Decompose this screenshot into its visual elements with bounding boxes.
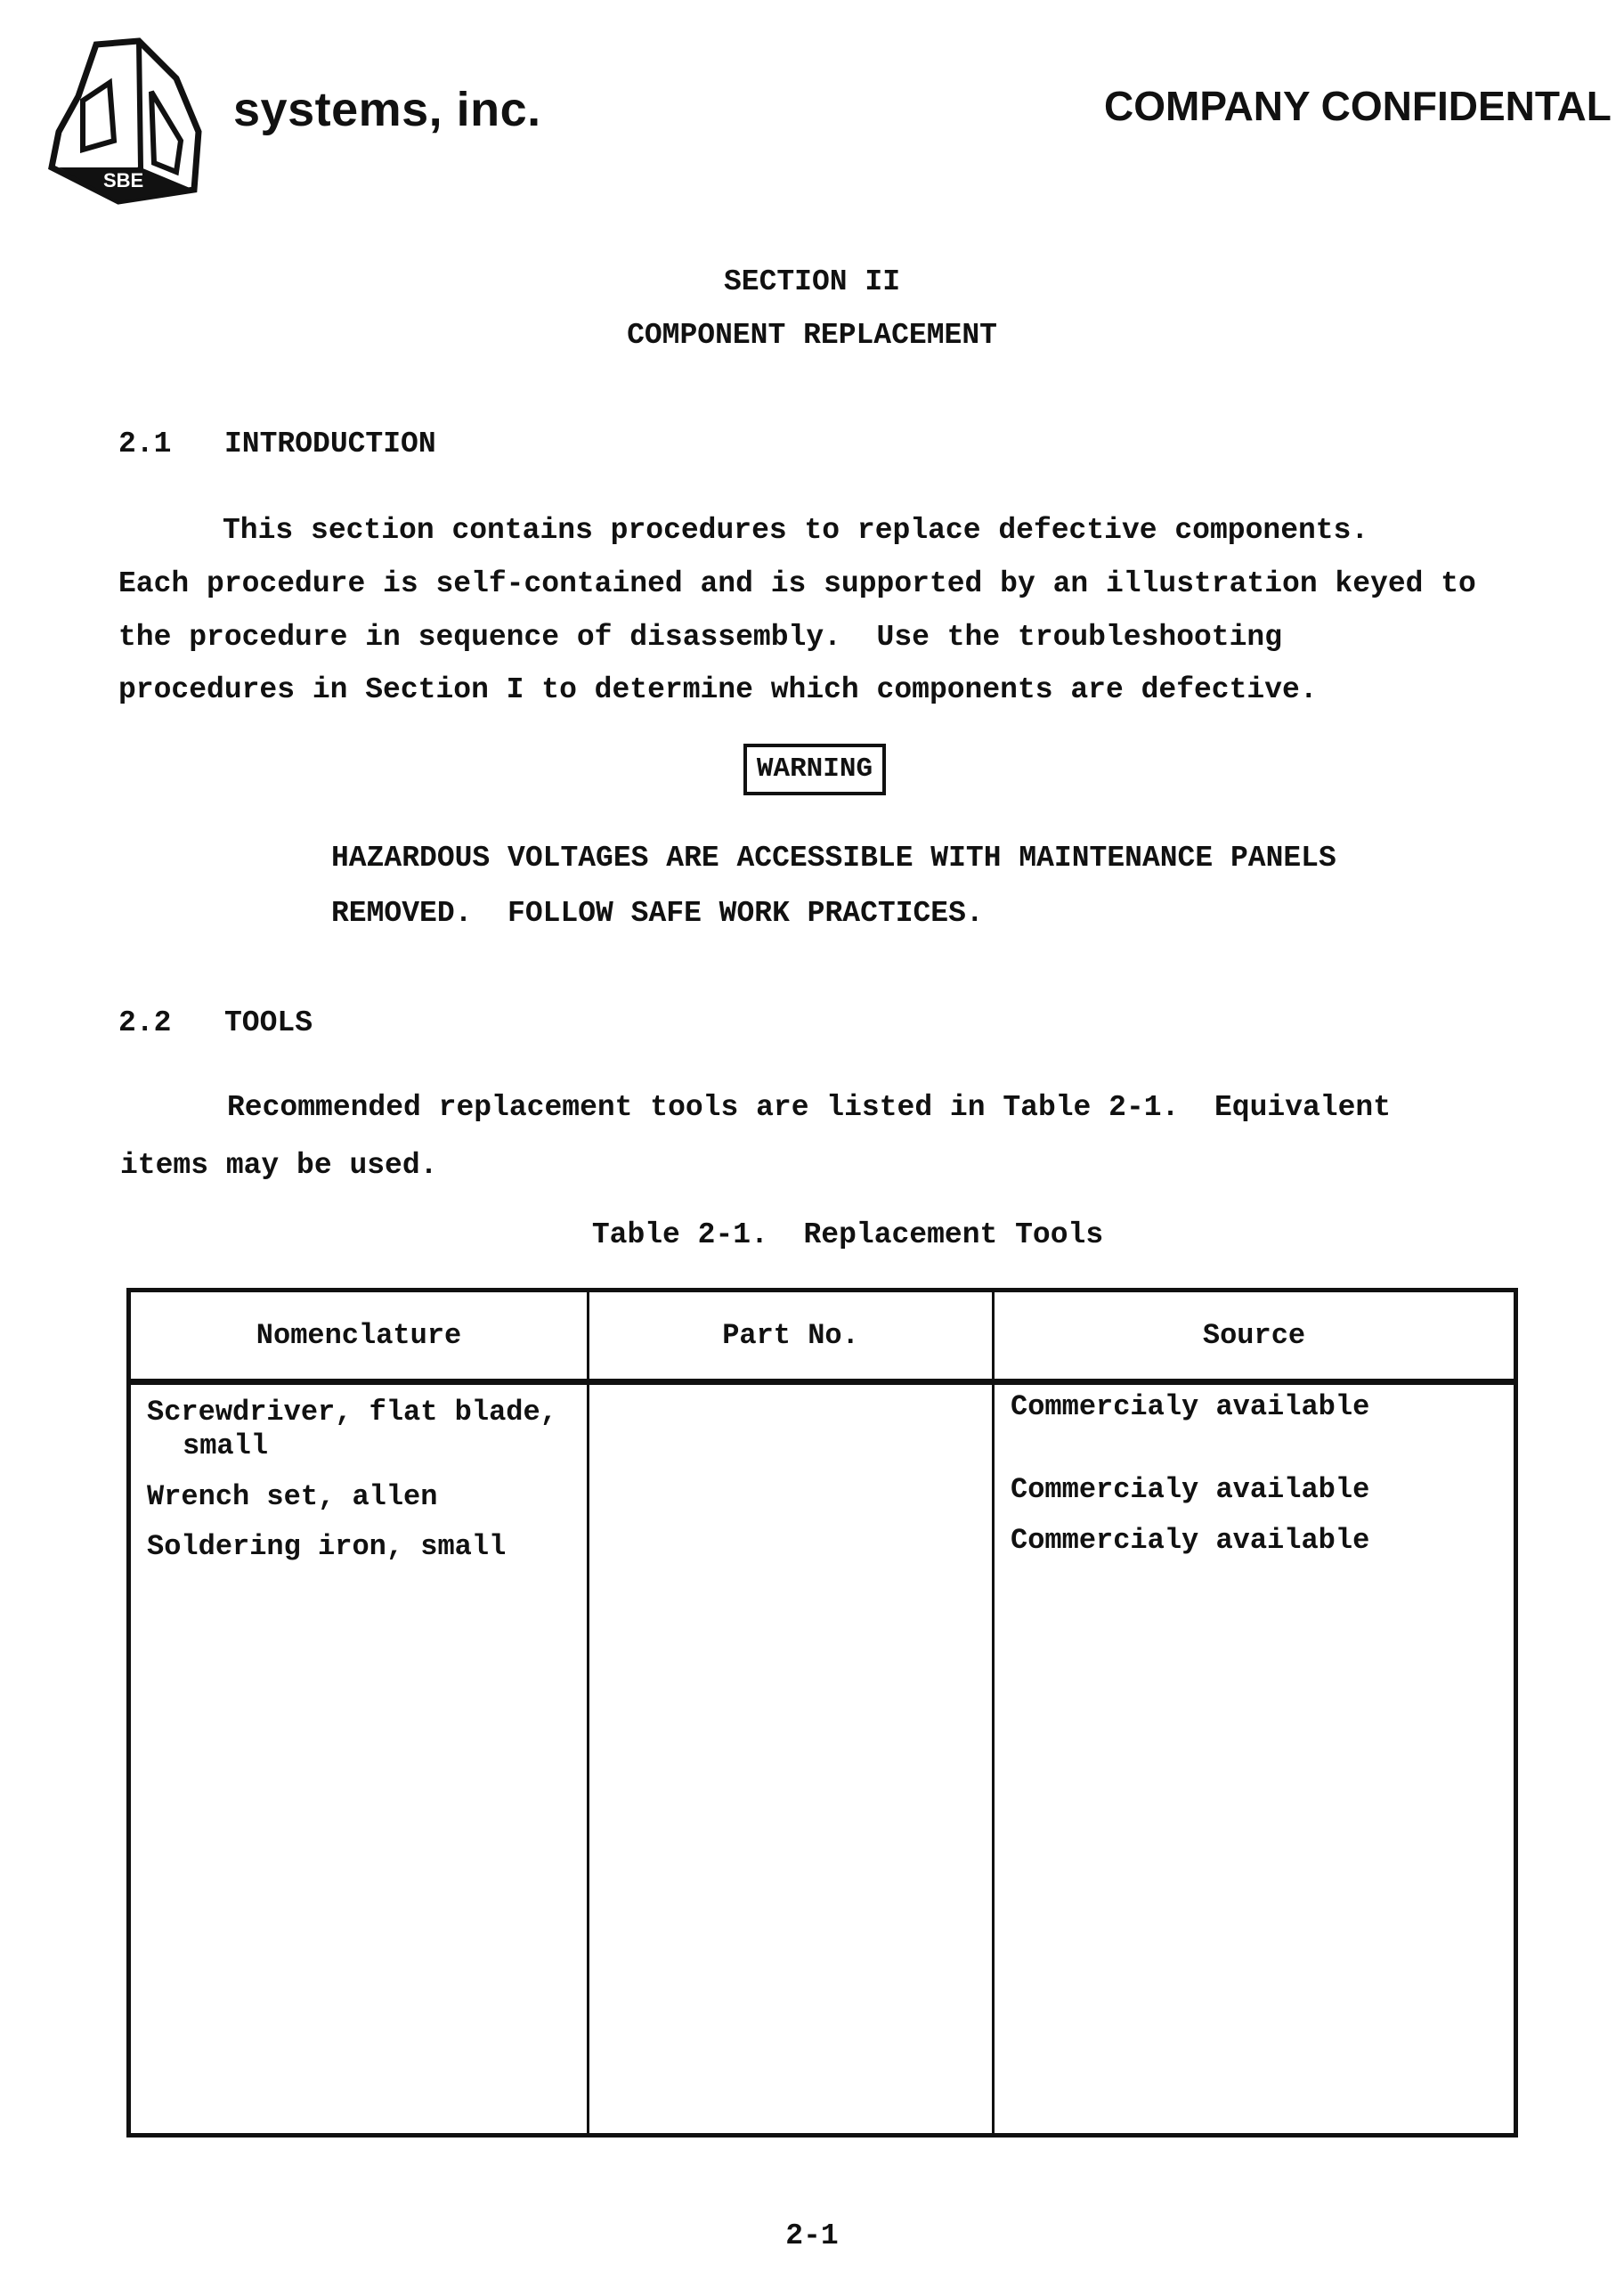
- svg-text:SBE: SBE: [103, 169, 143, 191]
- section-title: COMPONENT REPLACEMENT: [0, 319, 1624, 352]
- part-no-cell: [589, 1382, 994, 2136]
- warning-label: WARNING: [743, 744, 886, 795]
- intro-line: Each procedure is self-contained and is supported by an illustration keyed to: [118, 567, 1476, 600]
- nomenclature-value: Screwdriver, flat blade,: [147, 1396, 571, 1429]
- intro-line: the procedure in sequence of disassembly. Use the troubleshooting: [118, 621, 1282, 654]
- tools-heading: TOOLS: [224, 1006, 313, 1039]
- company-logo-icon: [34, 34, 225, 208]
- table-body: [129, 1382, 1516, 2136]
- tools-number: 2.2: [118, 1006, 171, 1039]
- confidential-label: COMPANY CONFIDENTAL: [1104, 82, 1612, 130]
- tools-line: Recommended replacement tools are listed in Table 2-1. Equivalent: [227, 1091, 1391, 1124]
- replacement-tools-table: [126, 1288, 1518, 2138]
- company-name: systems, inc.: [233, 82, 541, 137]
- table-caption: Table 2-1. Replacement Tools: [36, 1218, 1624, 1251]
- column-header-part-no: Part No.: [589, 1291, 994, 1382]
- source-cell: [994, 1382, 1516, 2136]
- nomenclature-cell: [129, 1382, 589, 2136]
- intro-number: 2.1: [118, 428, 171, 460]
- nomenclature-value: small: [147, 1429, 571, 1463]
- warning-line: REMOVED. FOLLOW SAFE WORK PRACTICES.: [331, 897, 984, 930]
- intro-line: This section contains procedures to replace defective components.: [223, 514, 1368, 547]
- table-header-row: [129, 1291, 1516, 1382]
- source-value: Commercialy available: [1011, 1524, 1498, 1558]
- tools-line: items may be used.: [120, 1149, 437, 1182]
- intro-line: procedures in Section I to determine which components are defective.: [118, 673, 1318, 706]
- page-number: 2-1: [0, 2219, 1624, 2252]
- source-value: Commercialy available: [1011, 1390, 1498, 1424]
- warning-line: HAZARDOUS VOLTAGES ARE ACCESSIBLE WITH MAINTENANCE PANELS: [331, 842, 1336, 875]
- table-row: Soldering iron, small: [147, 1530, 571, 1564]
- section-number: SECTION II: [0, 265, 1624, 298]
- column-header-source: Source: [994, 1291, 1516, 1382]
- column-header-nomenclature: Nomenclature: [129, 1291, 589, 1382]
- intro-heading: INTRODUCTION: [224, 428, 436, 460]
- table-row: Wrench set, allen: [147, 1480, 571, 1514]
- table-row: [147, 1396, 571, 1464]
- source-value: Commercialy available: [1011, 1473, 1498, 1507]
